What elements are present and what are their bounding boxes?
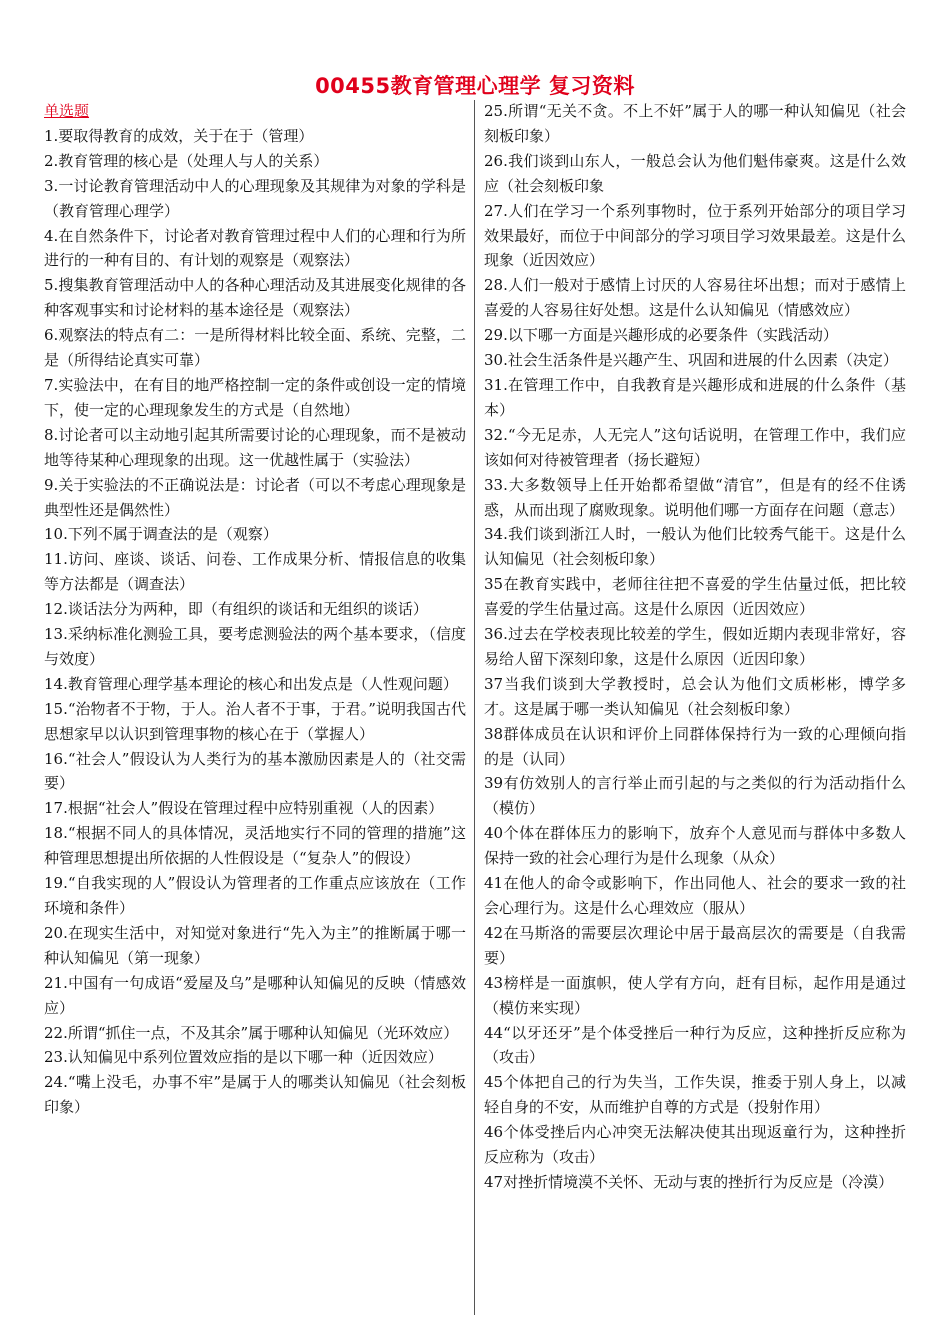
column-divider [474,100,475,1315]
question-item: 26.我们谈到山东人，一般总会认为他们魁伟豪爽。这是什么效应（社会刻板印象 [484,151,906,195]
question-item: 2.教育管理的核心是（处理人与人的关系） [44,151,329,170]
question-item: 14.教育管理心理学基本理论的核心和出发点是（人性观问题） [44,674,458,693]
question-item: 36.过去在学校表现比较差的学生，假如近期内表现非常好，容易给人留下深刻印象，这是什么原因（近因印象） [484,625,906,668]
question-item: 32.“今无足赤，人无完人”这句话说明，在管理工作中，我们应该如何对待被管理者（扬长避短） [484,425,906,469]
right-question-list [484,99,906,1195]
question-item: 44“以牙还牙”是个体受挫后一种行为反应，这种挫折反应称为（攻击） [484,1023,906,1067]
question-item: 27.人们在学习一个系列事物时，位于系列开始部分的项目学习效果最好，而位于中间部分的学习项目学习效果最差。这是什么现象（近因效应） [484,201,906,270]
page-title: 00455教育管理心理学 复习资料 [315,74,635,98]
question-item: 35在教育实践中，老师往往把不喜爱的学生估量过低，把比较喜爱的学生估量过高。这是什么原因（近因效应） [484,575,906,619]
question-item: 17.根据“社会人”假设在管理过程中应特别重视（人的因素） [44,799,444,818]
right-column [484,99,906,1195]
question-item: 46个体受挫后内心冲突无法解决使其出现返童行为，这种挫折反应称为（攻击） [484,1123,906,1167]
question-item: 12.谈话法分为两种，即（有组织的谈话和无组织的谈话） [44,600,428,619]
question-item: 38群体成员在认识和评价上同群体保持行为一致的心理倾向指的是（认同） [484,724,906,768]
question-item: 40个体在群体压力的影响下，放弃个人意见而与群体中多数人保持一致的社会心理行为是什么现象（从众） [484,824,906,868]
question-item: 5.搜集教育管理活动中人的各种心理活动及其进展变化规律的各种客观事实和讨论材料的基本途径是（观察法） [44,276,466,320]
question-item: 42在马斯洛的需要层次理论中居于最高层次的需要是（自我需要） [484,923,906,967]
question-item: 30.社会生活条件是兴趣产生、巩固和进展的什么因素（决定） [484,351,898,370]
section-heading: 单选题 [44,102,90,120]
question-item: 23.认知偏见中系列位置效应指的是以下哪一种（近因效应） [44,1048,443,1067]
question-item: 41在他人的命令或影响下，作出同他人、社会的要求一致的社会心理行为。这是什么心理效应（服从） [484,874,906,917]
question-item: 39有仿效别人的言行举止而引起的与之类似的行为活动指什么（模仿） [484,774,906,818]
question-item: 10.下列不属于调查法的是（观察） [44,525,278,544]
left-column [44,99,466,1120]
question-item: 21.中国有一句成语“爱屋及乌”是哪种认知偏见的反映（情感效应） [44,973,466,1017]
question-item: 24.“嘴上没毛，办事不牢”是属于人的哪类认知偏见（社会刻板印象） [44,1073,466,1117]
question-item: 45个体把自己的行为失当，工作失误，推委于别人身上，以减轻自身的不安，从而维护自尊的方式是（投射作用） [484,1073,906,1117]
question-item: 11.访问、座谈、谈话、问卷、工作成果分析、情报信息的收集等方法都是（调查法） [44,550,466,594]
question-item: 28.人们一般对于感情上讨厌的人容易往坏出想；而对于感情上喜爱的人容易往好处想。这是什么认知偏见（情感效应） [484,276,906,320]
question-item: 19.“自我实现的人”假设认为管理者的工作重点应该放在（工作环境和条件） [44,874,466,917]
question-item: 8.讨论者可以主动地引起其所需要讨论的心理现象，而不是被动地等待某种心理现象的出现。这一优越性属于（实验法） [44,425,466,469]
left-question-list [44,124,466,1120]
question-item: 47对挫折情境漠不关怀、无动与衷的挫折行为反应是（冷漠） [484,1172,894,1191]
question-item: 34.我们谈到浙江人时，一般认为他们比较秀气能干。这是什么认知偏见（社会刻板印象） [484,525,906,569]
question-item: 15.“治物者不于物，于人。治人者不于事，于君。”说明我国古代思想家早以认识到管理事物的核心在于（掌握人） [44,699,466,743]
question-item: 25.所谓“无关不贪。不上不奸”属于人的哪一种认知偏见（社会刻板印象） [484,102,906,145]
question-item: 20.在现实生活中，对知觉对象进行“先入为主”的推断属于哪一种认知偏见（第一现象） [44,923,466,967]
question-item: 22.所谓“抓住一点，不及其余”属于哪种认知偏见（光环效应） [44,1023,459,1042]
question-item: 18.“根据不同人的具体情况，灵活地实行不同的管理的措施”这种管理思想提出所依据的人性假设是（“复杂人”的假设） [44,824,466,868]
question-item: 31.在管理工作中，自我教育是兴趣形成和进展的什么条件（基本） [484,375,906,419]
question-item: 37当我们谈到大学教授时，总会认为他们文质彬彬，博学多才。这是属于哪一类认知偏见（社会刻板印象） [484,674,906,718]
question-item: 6.观察法的特点有二：一是所得材料比较全面、系统、完整，二是（所得结论真实可靠） [44,326,466,370]
question-item: 1.要取得教育的成效，关于在于（管理） [44,126,314,145]
question-item: 4.在自然条件下，讨论者对教育管理过程中人们的心理和行为所进行的一种有目的、有计划的观察是（观察法） [44,226,466,270]
question-item: 33.大多数领导上任开始都希望做“清官”，但是有的经不住诱惑，从而出现了腐败现象。说明他们哪一方面存在问题（意志） [484,475,906,519]
question-item: 43榜样是一面旗帜，使人学有方向，赶有目标，起作用是通过（模仿来实现） [484,973,906,1017]
question-item: 3.一讨论教育管理活动中人的心理现象及其规律为对象的学科是（教育管理心理学） [44,176,466,220]
question-item: 9.关于实验法的不正确说法是：讨论者（可以不考虑心理现象是典型性还是偶然性） [44,475,466,519]
question-item: 7.实验法中，在有目的地严格控制一定的条件或创设一定的情境下，使一定的心理现象发生的方式是（自然地） [44,375,466,419]
question-item: 29.以下哪一方面是兴趣形成的必要条件（实践活动） [484,326,838,345]
question-item: 16.“社会人”假设认为人类行为的基本激励因素是人的（社交需要） [44,749,466,793]
question-item: 13.采纳标准化测验工具，要考虑测验法的两个基本要求，（信度与效度） [44,625,466,668]
